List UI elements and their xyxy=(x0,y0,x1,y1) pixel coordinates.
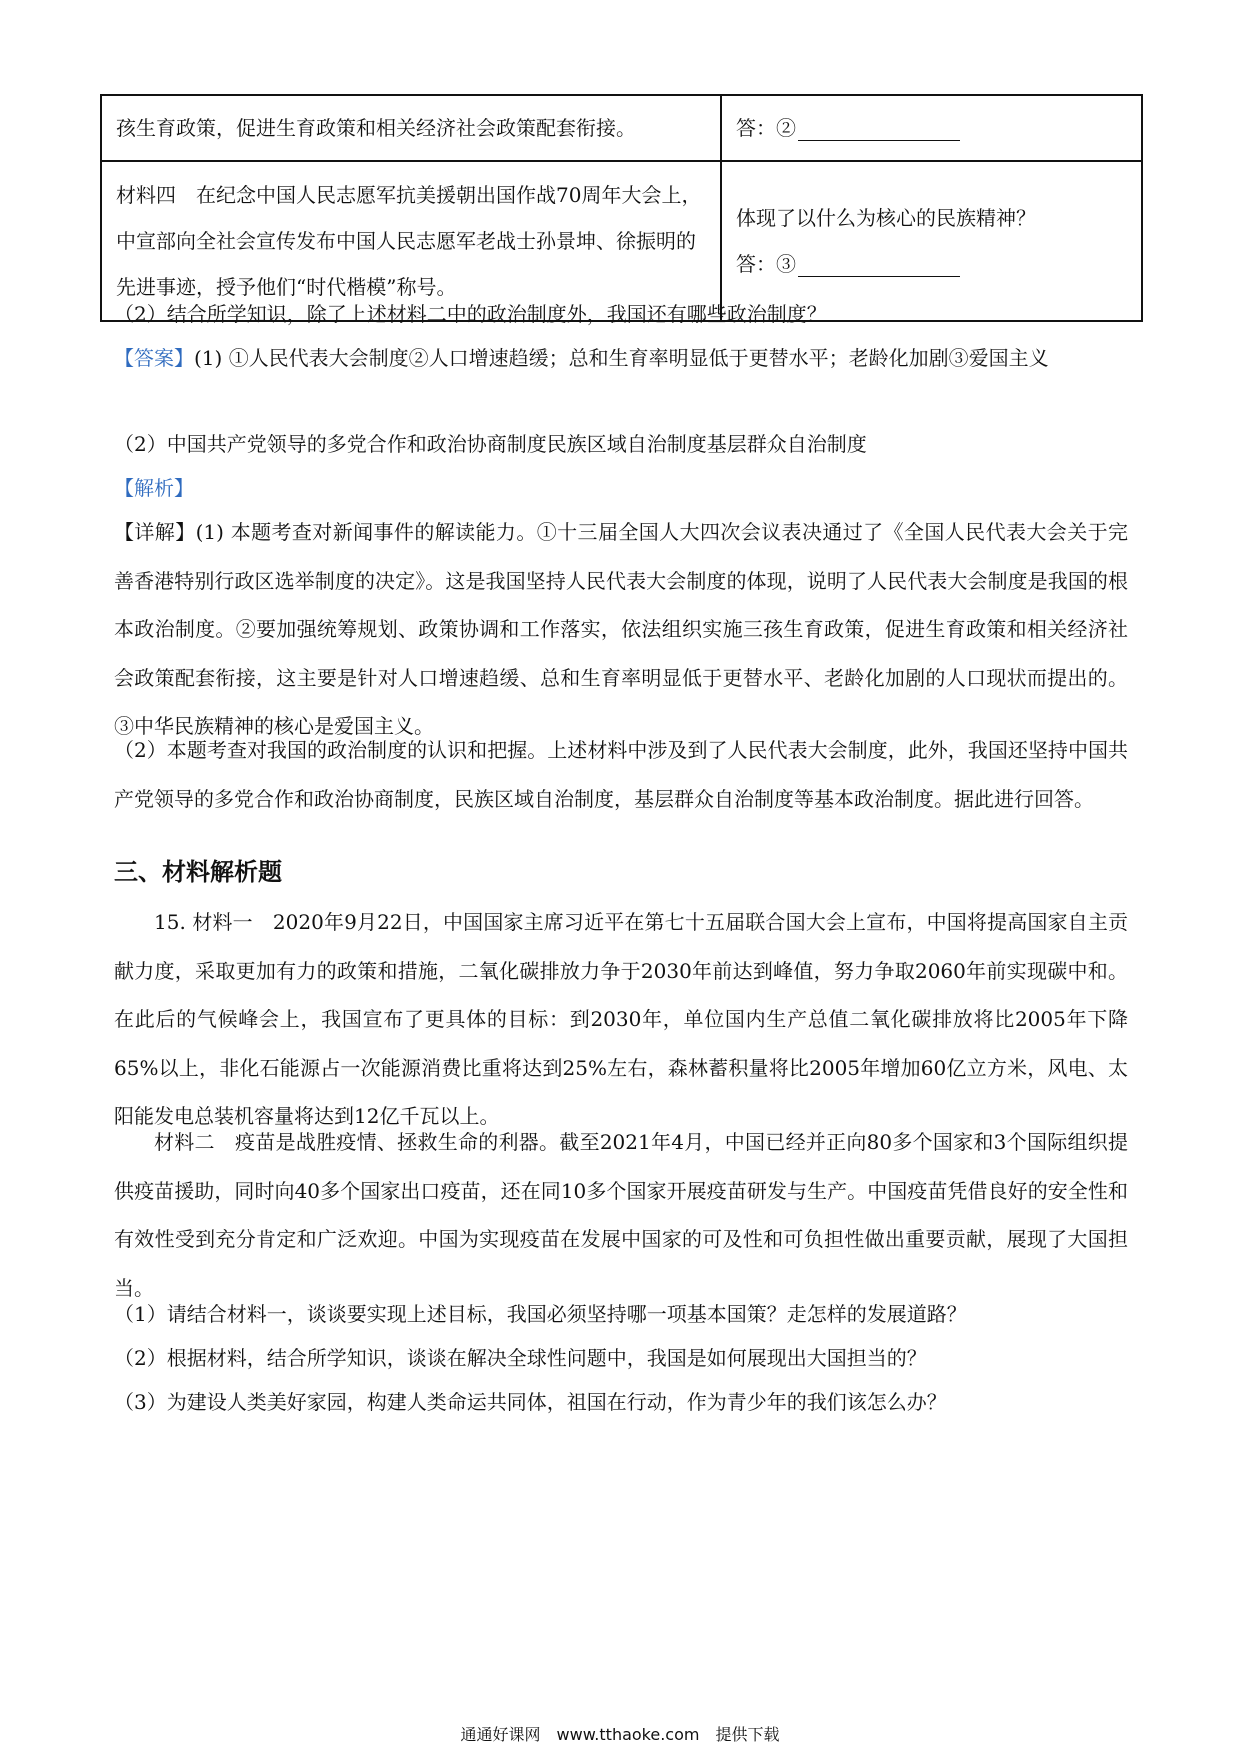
page-footer: 通通好课网 www.tthaoke.com 提供下载 xyxy=(460,1725,780,1744)
q15-material2: 材料二 疫苗是战胜疫情、拯救生命的利器。截至2021年4月，中国已经并正向80多个国家和3个国际组织提供疫苗援助，同时向40多个国家出口疫苗，还在同10多个国家开展疫苗研发与生产。中国疫苗凭借良好的安全性和有效性受到充分肯定和广泛欢迎。中国为实现疫苗在发展中国家的可及性和可负担性做出重要贡献，展现了大国担当。 xyxy=(114,1130,1128,1300)
question-2: （2）结合所学知识，除了上述材料二中的政治制度外，我国还有哪些政治制度？ xyxy=(114,302,827,326)
answer-cell: 答：② xyxy=(721,95,1142,161)
detail-tag: 【详解】 xyxy=(114,520,196,544)
q15-question-3: （3）为建设人类美好家园，构建人类命运共同体，祖国在行动，作为青少年的我们该怎么办？ xyxy=(114,1390,947,1414)
answer-part2: （2）中国共产党领导的多党合作和政治协商制度民族区域自治制度基层群众自治制度 xyxy=(114,432,867,456)
answer-blank[interactable] xyxy=(798,116,960,141)
answer-line: 答：③ xyxy=(736,241,1129,287)
answer-part1: (1) ①人民代表大会制度②人口增速趋缓；总和生育率明显低于更替水平；老龄化加剧③爱国主义 xyxy=(194,346,1049,370)
table-row xyxy=(101,95,1142,161)
section-title: 三、材料解析题 xyxy=(114,858,282,886)
detail-part2: （2）本题考查对我国的政治制度的认识和把握。上述材料中涉及到了人民代表大会制度，此外，我国还坚持中国共产党领导的多党合作和政治协商制度，民族区域自治制度，基层群众自治制度等基本政治制度。据此进行回答。 xyxy=(114,738,1128,811)
answer-blank[interactable] xyxy=(798,252,960,277)
detail-part1: (1) 本题考查对新闻事件的解读能力。①十三届全国人大四次会议表决通过了《全国人民代表大会关于完善香港特别行政区选举制度的决定》。这是我国坚持人民代表大会制度的体现，说明了人民代表大会制度是我国的根本政治制度。②要加强统筹规划、政策协调和工作落实，依法组织实施三孩生育政策，促进生育政策和相关经济社会政策配套衔接，这主要是针对人口增速趋缓、总和生育率明显低于更替水平、老龄化加剧的人口现状而提出的。③中华民族精神的核心是爱国主义。 xyxy=(114,520,1128,738)
answer-block xyxy=(114,334,1128,383)
q15-material1: 15. 材料一 2020年9月22日，中国国家主席习近平在第七十五届联合国大会上宣布，中国将提高国家自主贡献力度，采取更加有力的政策和措施，二氧化碳排放力争于2030年前达到峰值，努力争取2060年前实现碳中和。在此后的气候峰会上，我国宣布了更具体的目标：到2030年，单位国内生产总值二氧化碳排放将比2005年下降65%以上，非化石能源占一次能源消费比重将达到25%左右，森林蓄积量将比2005年增加60亿立方米，风电、太阳能发电总装机容量将达到12亿千瓦以上。 xyxy=(114,910,1128,1128)
answer-tag: 【答案】 xyxy=(114,346,194,370)
material-cell: 孩生育政策，促进生育政策和相关经济社会政策配套衔接。 xyxy=(101,95,721,161)
material-cell: 材料四 在纪念中国人民志愿军抗美援朝出国作战70周年大会上，中宣部向全社会宣传发布中国人民志愿军老战士孙景坤、徐振明的先进事迹，授予他们“时代楷模”称号。 xyxy=(101,161,721,321)
q15-question-1: （1）请结合材料一，谈谈要实现上述目标，我国必须坚持哪一项基本国策？走怎样的发展道路？ xyxy=(114,1302,967,1326)
analysis-tag: 【解析】 xyxy=(114,476,194,500)
q15-question-2: （2）根据材料，结合所学知识，谈谈在解决全球性问题中，我国是如何展现出大国担当的？ xyxy=(114,1346,927,1370)
material-table xyxy=(100,94,1143,322)
detail-block xyxy=(114,508,1128,751)
question-text: 体现了以什么为核心的民族精神？ xyxy=(736,206,1036,230)
